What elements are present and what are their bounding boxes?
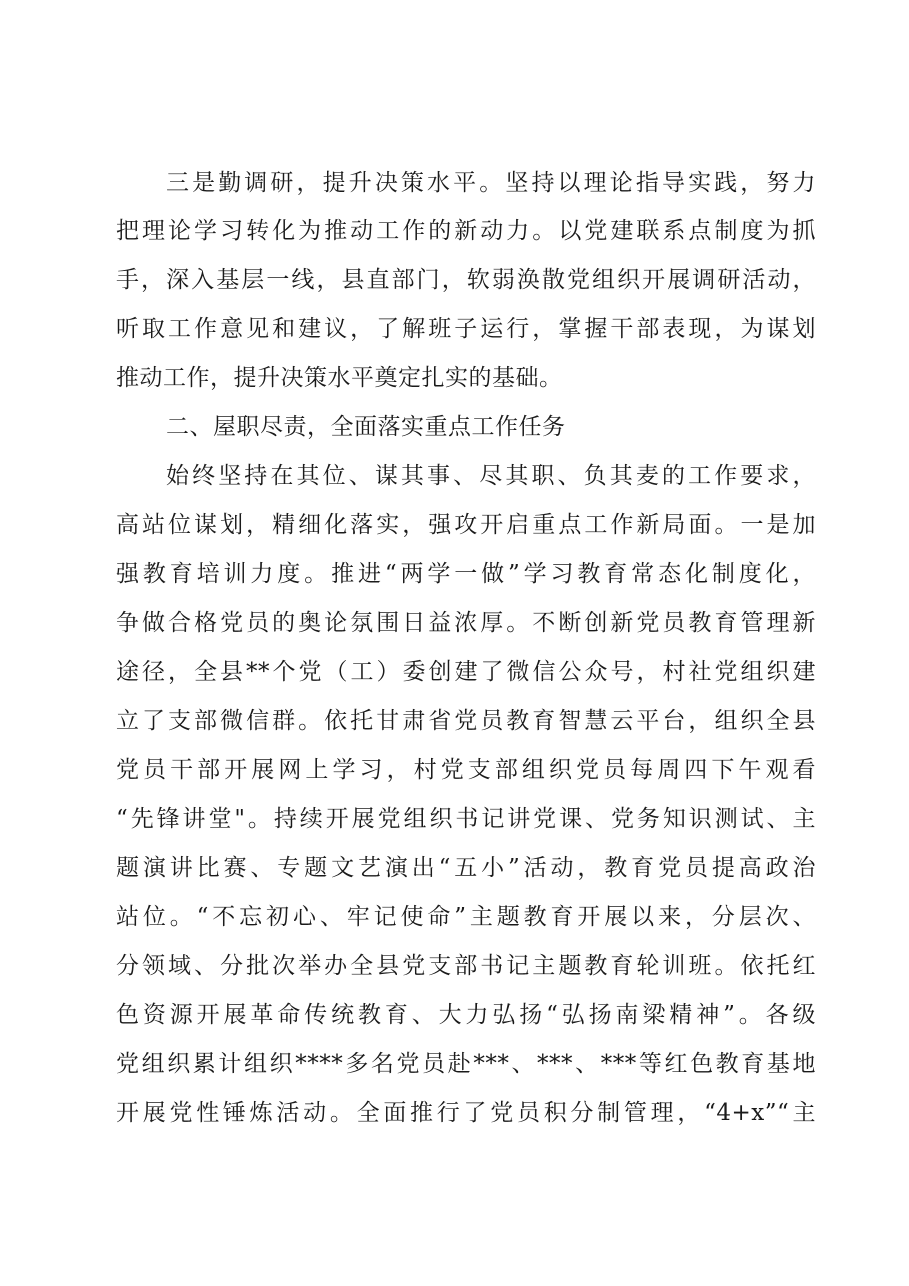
- paragraph-line: 党组织累计组织****多名党员赴***、***、***等红色教育基地: [116, 1051, 816, 1077]
- paragraph-line: 高站位谋划，精细化落实，强攻开启重点工作新局面。一是加: [116, 512, 816, 538]
- section-heading: 二、屋职尽责，全面落实重点工作任务: [166, 414, 566, 440]
- paragraph-line: 立了支部微信群。依托甘肃省党员教育智慧云平台，组织全县: [116, 708, 816, 734]
- paragraph-line: 强教育培训力度。推进“两学一做”学习教育常态化制度化，: [116, 561, 816, 587]
- paragraph-line: 把理论学习转化为推动工作的新动力。以党建联系点制度为抓: [116, 218, 816, 244]
- paragraph-line: 党员干部开展网上学习，村党支部组织党员每周四下午观看: [116, 757, 816, 783]
- paragraph-line: 站位。“不忘初心、牢记使命”主题教育开展以来，分层次、: [116, 904, 816, 930]
- paragraph-line: 争做合格党员的奥论氛围日益浓厚。不断创新党员教育管理新: [116, 610, 816, 636]
- paragraph-line: 途径，全县**个党（工）委创建了微信公众号，村社党组织建: [116, 659, 816, 685]
- paragraph-line: 始终坚持在其位、谋其事、尽其职、负其麦的工作要求，: [166, 463, 816, 489]
- paragraph-line: 手，深入基层一线，县直部门，软弱涣散党组织开展调研活动，: [116, 267, 816, 293]
- paragraph-line: 听取工作意见和建议，了解班子运行，掌握干部表现，为谋划: [116, 316, 816, 342]
- paragraph-line: 题演讲比赛、专题文艺演出“五小”活动，教育党员提高政治: [116, 855, 816, 881]
- paragraph-line: 开展党性锤炼活动。全面推行了党员积分制管理，“4+x”“主: [116, 1100, 816, 1126]
- paragraph-line: 分领域、分批次举办全县党支部书记主题教育轮训班。依托红: [116, 953, 816, 979]
- paragraph-line: “先锋讲堂"。持续开展党组织书记讲党课、党务知识测试、主: [116, 806, 816, 832]
- paragraph-line: 三是勤调研，提升决策水平。坚持以理论指导实践，努力: [166, 170, 816, 196]
- paragraph-line: 色资源开展革命传统教育、大力弘扬“弘扬南梁精神”。各级: [116, 1002, 816, 1028]
- paragraph-line: 推动工作，提升决策水平奠定扎实的基础。: [116, 365, 563, 391]
